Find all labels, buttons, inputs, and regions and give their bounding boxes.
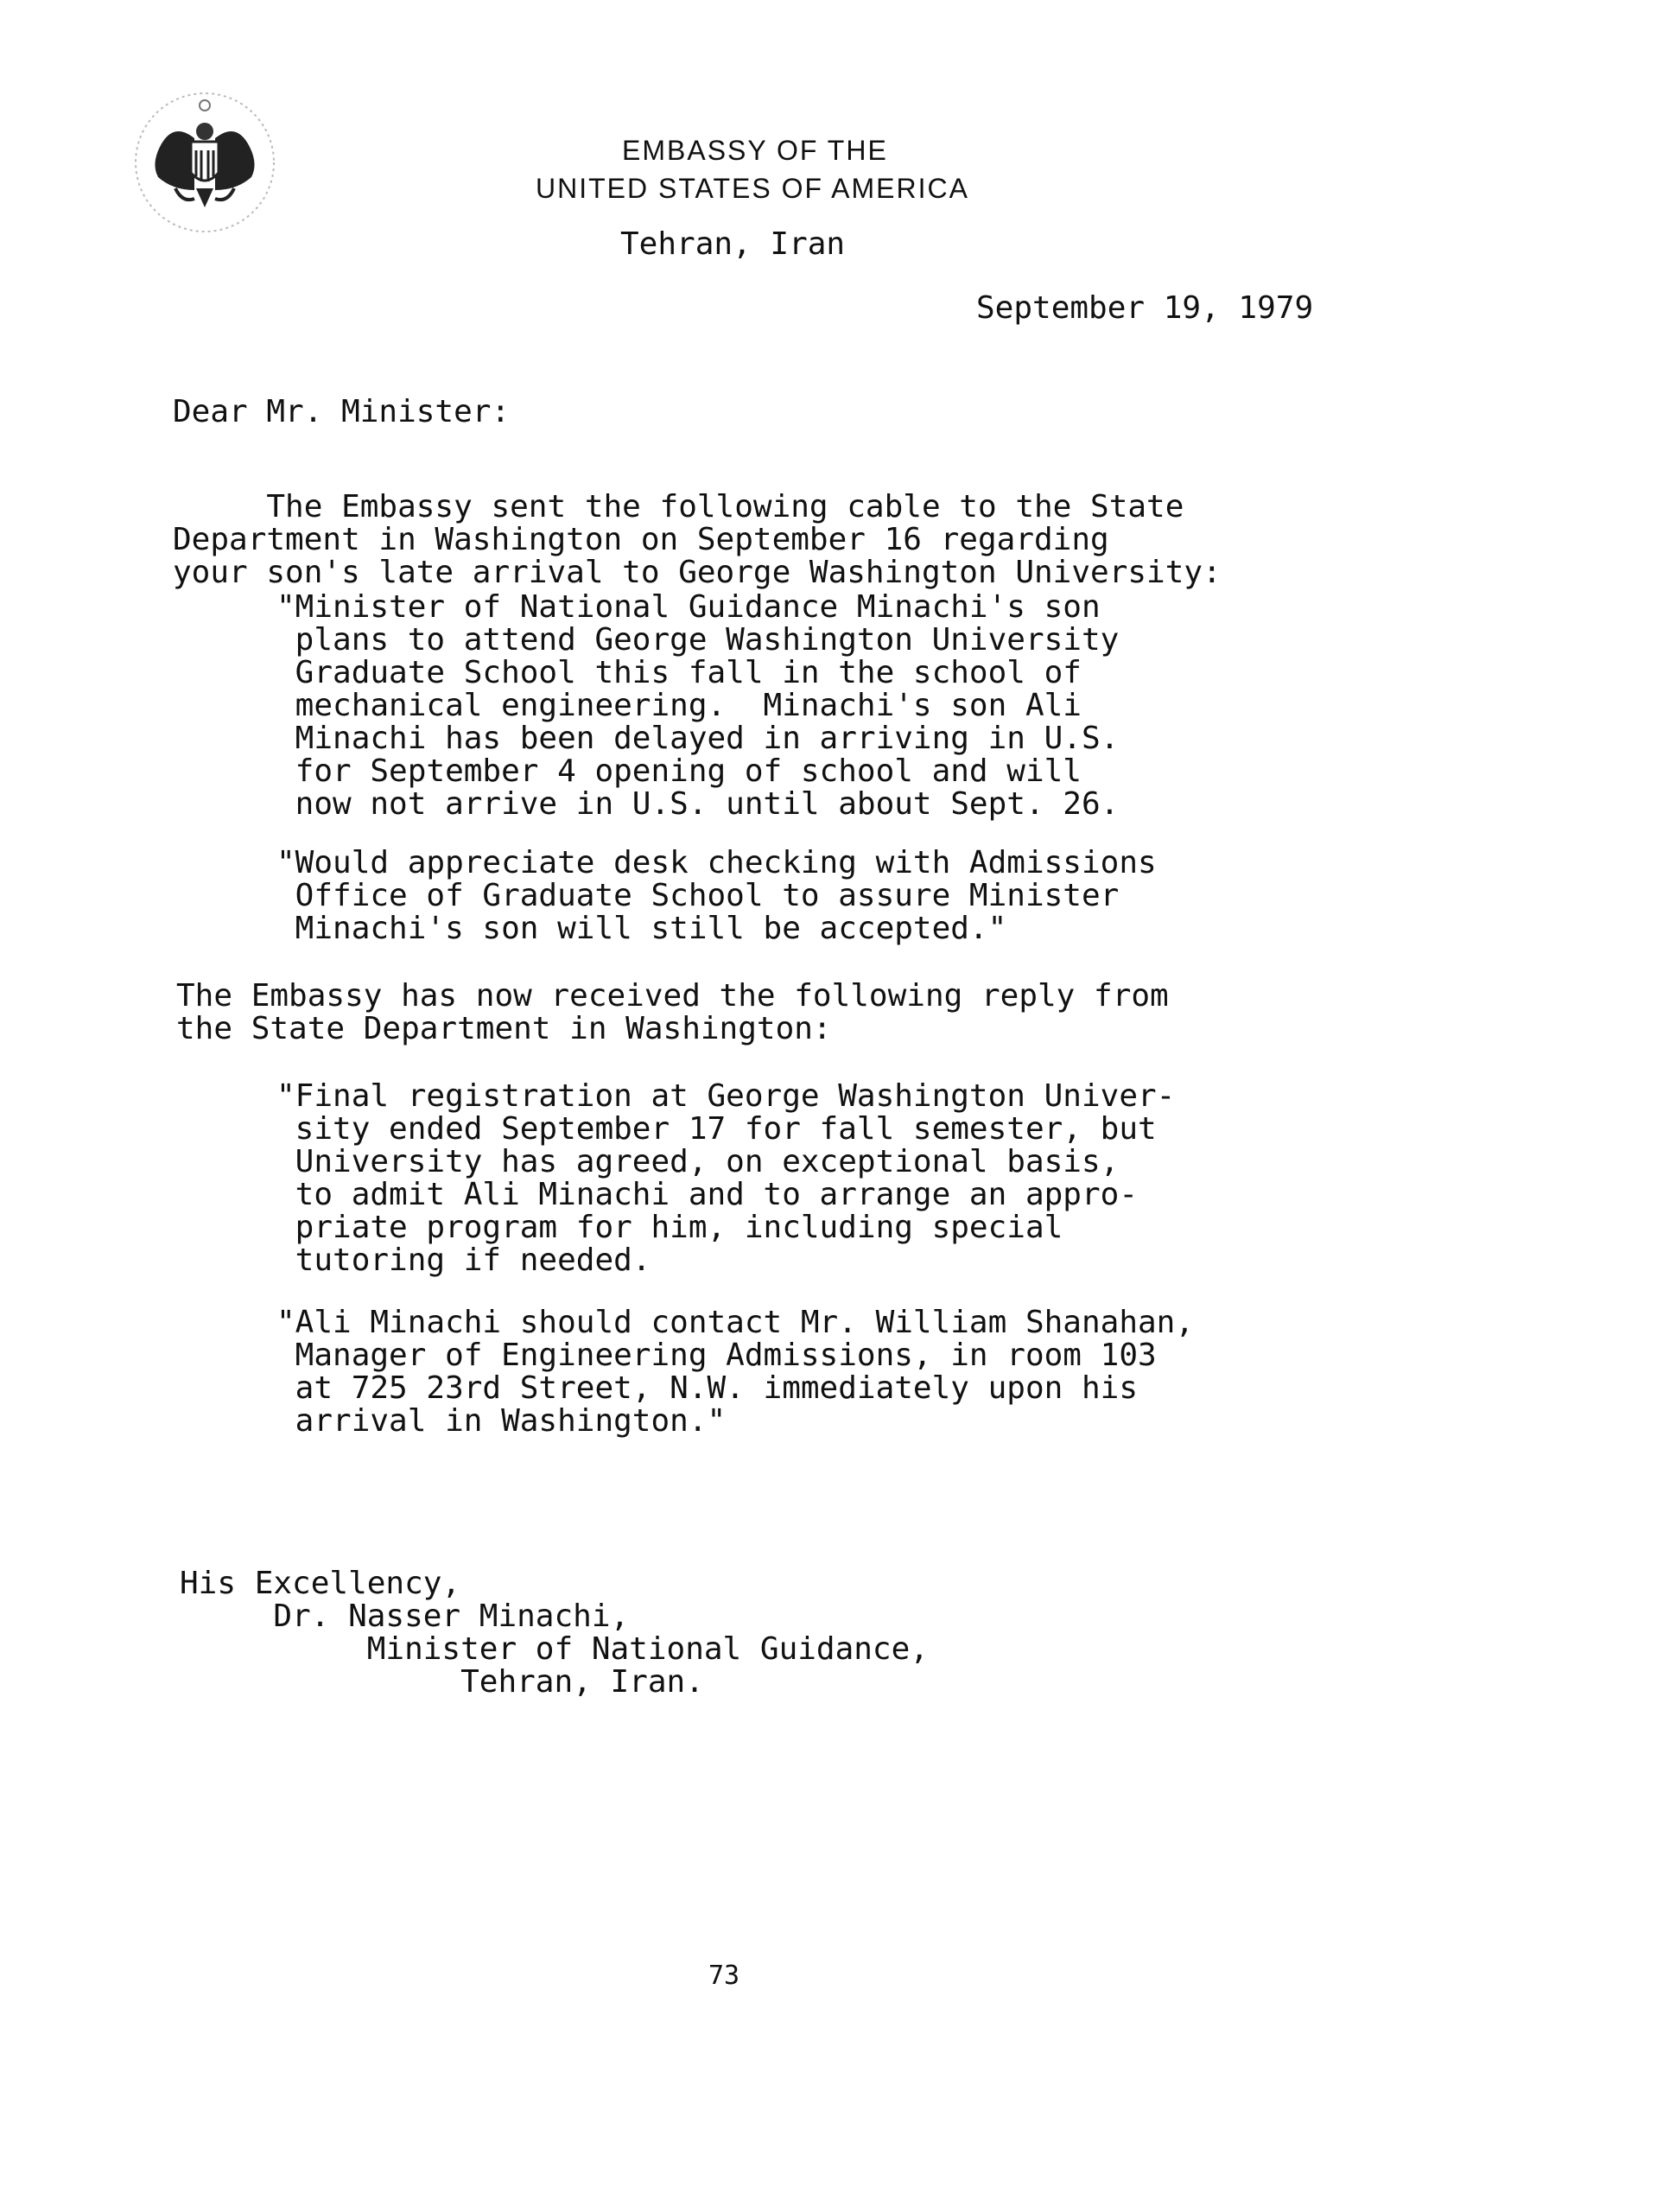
transition-line: the State Department in Washington: bbox=[176, 1011, 832, 1046]
addressee-line: Dr. Nasser Minachi, bbox=[180, 1599, 630, 1634]
addressee-line: His Excellency, bbox=[180, 1566, 461, 1601]
cable-reply-paragraph-1 bbox=[276, 1080, 1175, 1277]
letter-date: September 19, 1979 bbox=[976, 290, 1314, 326]
letterhead-line-2: UNITED STATES OF AMERICA bbox=[536, 173, 969, 204]
quote-line: sity ended September 17 for fall semester, but bbox=[276, 1111, 1157, 1147]
quote-line: University has agreed, on exceptional basis, bbox=[276, 1144, 1120, 1179]
intro-paragraph bbox=[173, 458, 1222, 589]
quote-line: now not arrive in U.S. until about Sept. 26. bbox=[276, 786, 1120, 822]
quote-line: at 725 23rd Street, N.W. immediately upon his bbox=[276, 1370, 1138, 1406]
quote-line: for September 4 opening of school and will bbox=[276, 753, 1082, 789]
quote-line: Minachi's son will still be accepted." bbox=[276, 911, 1007, 946]
embassy-seal-icon bbox=[125, 86, 285, 238]
quote-line: tutoring if needed. bbox=[276, 1243, 651, 1278]
addressee-line: Minister of National Guidance, bbox=[180, 1631, 929, 1667]
quote-line: Graduate School this fall in the school of bbox=[276, 655, 1082, 690]
quote-line: plans to attend George Washington University bbox=[276, 622, 1120, 658]
letterhead-line-1: EMBASSY OF THE bbox=[622, 135, 888, 166]
letterhead-location: Tehran, Iran bbox=[620, 226, 846, 262]
salutation: Dear Mr. Minister: bbox=[173, 394, 511, 429]
intro-line: The Embassy sent the following cable to the State bbox=[173, 489, 1184, 524]
cable-out-paragraph-1 bbox=[276, 591, 1119, 821]
quote-line: priate program for him, including special bbox=[276, 1210, 1063, 1245]
transition-line: The Embassy has now received the following reply from bbox=[176, 978, 1169, 1014]
quote-line: Office of Graduate School to assure Minister bbox=[276, 878, 1120, 913]
quote-line: "Ali Minachi should contact Mr. William Shanahan, bbox=[276, 1305, 1195, 1340]
quote-line: "Final registration at George Washington Univer- bbox=[276, 1078, 1176, 1114]
intro-line: your son's late arrival to George Washington University: bbox=[173, 555, 1222, 590]
quote-line: mechanical engineering. Minachi's son Ali bbox=[276, 688, 1082, 723]
quote-line: Manager of Engineering Admissions, in room 103 bbox=[276, 1338, 1157, 1373]
addressee-block bbox=[180, 1567, 929, 1699]
transition-paragraph bbox=[176, 980, 1169, 1046]
quote-line: "Would appreciate desk checking with Admissions bbox=[276, 845, 1157, 880]
quote-line: "Minister of National Guidance Minachi's son bbox=[276, 589, 1101, 625]
quote-line: Minachi has been delayed in arriving in U.S. bbox=[276, 721, 1120, 756]
intro-line: Department in Washington on September 16 regarding bbox=[173, 522, 1109, 557]
page-number: 73 bbox=[708, 1961, 740, 1991]
quote-line: to admit Ali Minachi and to arrange an appro- bbox=[276, 1177, 1138, 1212]
cable-out-paragraph-2 bbox=[276, 847, 1157, 945]
cable-reply-paragraph-2 bbox=[276, 1306, 1194, 1438]
addressee-line: Tehran, Iran. bbox=[180, 1664, 704, 1700]
quote-line: arrival in Washington." bbox=[276, 1403, 727, 1439]
